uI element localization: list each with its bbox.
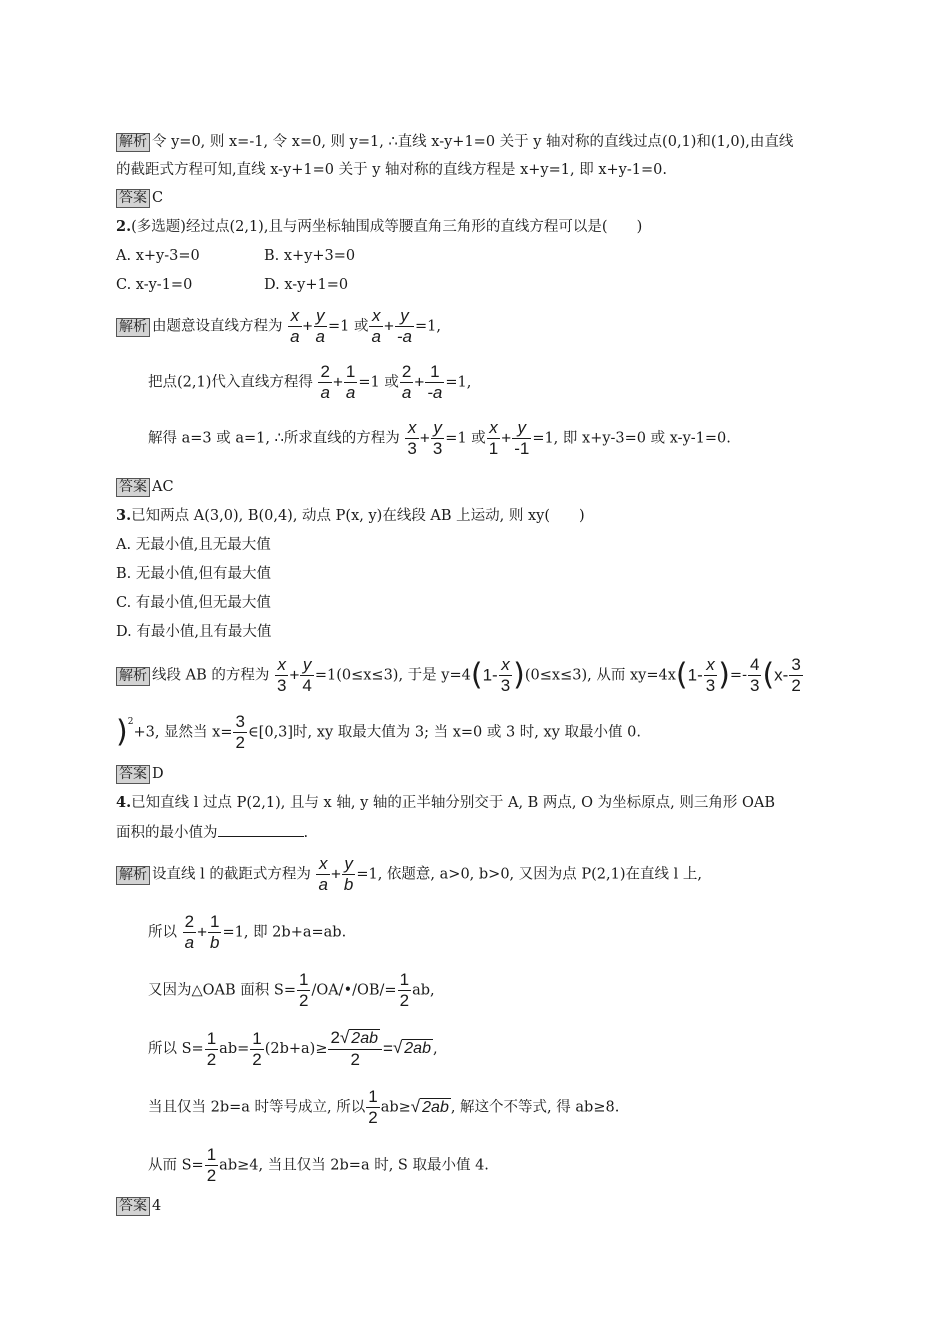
q4-a-prefix: 设直线 l 的截距式方程为 — [152, 866, 311, 883]
answer-label: 答案 — [116, 189, 150, 208]
fraction: $\frac{2}{a}$ — [401, 362, 412, 402]
q4-l2-end: =1, 即 2b+a=ab. — [222, 924, 347, 941]
fraction: $\frac{1}{2}$ — [206, 1145, 217, 1185]
fraction: $\frac{y}{3}$ — [432, 418, 443, 458]
q4-l4-a: ab= — [219, 1041, 250, 1057]
q3-option-b: B. 无最小值,但有最大值 — [116, 566, 271, 582]
fraction: $\frac{y}{b}$ — [343, 854, 354, 894]
answer-label: 答案 — [116, 478, 150, 497]
q2-a-prefix: 由题意设直线方程为 — [152, 318, 283, 335]
q4-analysis-line2: 所以 $\frac{2}{a}$ + $\frac{1}{b}$ =1, 即 2b+a=ab. — [148, 912, 347, 952]
q3-a-b: (0≤x≤3), 从而 xy=4x — [524, 667, 676, 684]
q4-analysis-line3 — [148, 970, 435, 1011]
q3-analysis-line2: )$^2$+3, 显然当 x= $\frac{3}{2}$ ∈[0,3]时, xy 取最大值为 3; 当 x=0 或 3 时, xy 取最小值 0. — [116, 712, 641, 752]
q3-option-c: C. 有最小值,但无最大值 — [116, 595, 271, 611]
q2-l2-prefix: 把点(2,1)代入直线方程得 — [148, 374, 313, 391]
q3-option-d: D. 有最小值,且有最大值 — [116, 624, 272, 640]
fraction: $\frac{x}{1}$ — [488, 418, 499, 458]
q2-analysis-line1: 解析 由题意设直线方程为 $\frac{x}{a}$ + $\frac{y}{a}$ =1 或 $\frac{x}{a}$ + $\frac{y}{-a}$ =1, — [116, 306, 441, 347]
q1-answer — [116, 188, 163, 208]
q3-stem — [116, 506, 585, 526]
q1-analysis-line2 — [116, 160, 667, 180]
fraction: $\frac{x}{3}$ — [705, 655, 716, 695]
fraction: $\frac{1}{a}$ — [345, 362, 356, 402]
fraction: $\frac{1}{2}$ — [298, 970, 309, 1010]
fraction: $\frac{2}{a}$ — [184, 912, 195, 952]
q4-a-end: =1, 依题意, a>0, b>0, 又因为点 P(2,1)在直线 l 上, — [356, 866, 702, 883]
fraction: $\frac{1}{2}$ — [206, 1028, 217, 1069]
answer-label: 答案 — [116, 1197, 150, 1216]
q2-analysis-line3: 解得 a=3 或 a=1, ∴所求直线的方程为 $\frac{x}{3}$ + $\frac{y}{3}$ =1 或 $\frac{x}{1}$ + $\frac{y}{-1}$ =1, 即 x+y-3=0 或 x-y-1=0. — [148, 418, 731, 458]
q2-option-c: C. x-y-1=0 — [116, 277, 193, 293]
q4-stem-end: . — [303, 825, 309, 841]
fraction: $\frac{y}{-1}$ — [514, 418, 530, 458]
q4-analysis-line1: 解析 设直线 l 的截距式方程为 $\frac{x}{a}$ + $\frac{y}{b}$ =1, 依题意, a>0, b>0, 又因为点 P(2,1)在直线 l 上, — [116, 854, 702, 895]
q4-l6-a: ab≥4, 当且仅当 2b=a 时, S 取最小值 4. — [219, 1157, 489, 1174]
q4-l4-prefix: 所以 S= — [148, 1041, 204, 1057]
analysis-label: 解析 — [116, 667, 150, 686]
q4-l5-a: ab≥ — [380, 1099, 411, 1116]
sqrt-expression: √ 2ab — [410, 1096, 449, 1116]
q4-stem-text1: 已知直线 l 过点 P(2,1), 且与 x 轴, y 轴的正半轴分别交于 A, B 两点, O 为坐标原点, 则三角形 OAB — [131, 795, 775, 811]
q2-option-a: A. x+y-3=0 — [116, 248, 200, 264]
fraction: $\frac{x}{a}$ — [318, 854, 328, 894]
fraction: $\frac{y}{-a}$ — [396, 306, 412, 346]
q3-l2-a: +3, 显然当 x= — [133, 724, 233, 741]
q2-answer — [116, 477, 174, 497]
q4-l3-mid: /OA/•/OB/= — [311, 982, 397, 999]
fraction: $\frac{1}{2}$ — [368, 1087, 378, 1127]
fraction: $\frac{1}{2}$ — [399, 970, 410, 1010]
q1-answer-value: C — [152, 190, 164, 206]
q2-answer-value: AC — [152, 479, 174, 495]
q4-l3-prefix: 又因为△OAB 面积 S= — [148, 982, 296, 999]
q4-analysis-line5 — [148, 1087, 619, 1128]
analysis-label: 解析 — [116, 866, 150, 885]
q4-l2-prefix: 所以 — [148, 924, 177, 941]
q4-l5-prefix: 当且仅当 2b=a 时等号成立, 所以 — [148, 1099, 366, 1116]
q2-analysis-line2: 把点(2,1)代入直线方程得 $\frac{2}{a}$ + $\frac{1}{a}$ =1 或 $\frac{2}{a}$ + $\frac{1}{-a}$ =1, — [148, 362, 472, 402]
q3-l2-b: ∈[0,3]时, xy 取最大值为 3; 当 x=0 或 3 时, xy 取最小值 0. — [247, 724, 641, 741]
q3-stem-text: 已知两点 A(3,0), B(0,4), 动点 P(x, y)在线段 AB 上运动, 则 xy( ) — [131, 508, 585, 524]
fraction: $\frac{4}{3}$ — [749, 655, 760, 695]
analysis-label: 解析 — [116, 318, 150, 337]
q4-l5-b: , 解这个不等式, 得 ab≥8. — [450, 1099, 620, 1116]
q3-answer — [116, 764, 164, 784]
q2-l2-end: =1, — [445, 374, 472, 391]
q4-number: 4. — [116, 794, 132, 811]
q3-a-prefix: 线段 AB 的方程为 — [152, 667, 270, 684]
fraction: $\frac{2√ 2ab}{2}$ — [328, 1028, 382, 1070]
q4-l6-prefix: 从而 S= — [148, 1157, 204, 1174]
q1-analysis-text1: 令 y=0, 则 x=-1, 令 x=0, 则 y=1, ∴直线 x-y+1=0 关于 y 轴对称的直线过点(0,1)和(1,0),由直线 — [152, 134, 794, 150]
q1-analysis-text2: 的截距式方程可知,直线 x-y+1=0 关于 y 轴对称的直线方程是 x+y=1, 即 x+y-1=0. — [116, 162, 667, 178]
fraction: $\frac{y}{a}$ — [315, 306, 325, 346]
q4-answer — [116, 1196, 161, 1216]
q2-stem-text: (多选题)经过点(2,1),且与两坐标轴围成等腰直角三角形的直线方程可以是( ) — [131, 219, 643, 235]
q3-analysis-line1: 解析 线段 AB 的方程为 $\frac{x}{3}$ + $\frac{y}{4}$ =1(0≤x≤3), 于是 y=4(1- $\frac{x}{3}$ )(0≤x≤3), 从而 xy=4x(1- $\frac{x}{3}$ )=- $\frac{4}{3}$ (x- $\frac{3}{2}$ — [116, 655, 804, 696]
fraction: $\frac{x}{3}$ — [500, 655, 511, 695]
q2-l3-end: =1, 即 x+y-3=0 或 x-y-1=0. — [532, 430, 731, 447]
q2-l2-mid: =1 或 — [358, 374, 399, 391]
q2-option-d: D. x-y+1=0 — [264, 277, 349, 293]
q2-stem — [116, 217, 642, 237]
sqrt-expression: √ 2ab — [392, 1038, 431, 1057]
fraction: $\frac{2}{a}$ — [320, 362, 330, 402]
q4-l3-end: ab, — [412, 982, 435, 999]
fraction: $\frac{y}{4}$ — [302, 655, 312, 695]
fraction: $\frac{x}{3}$ — [276, 655, 287, 695]
q2-number: 2. — [116, 218, 132, 235]
fraction: $\frac{1}{b}$ — [210, 912, 220, 952]
q3-sup: 2 — [127, 717, 134, 727]
fraction: $\frac{x}{3}$ — [407, 418, 417, 458]
fraction: $\frac{1}{2}$ — [252, 1028, 262, 1069]
q4-l4-b: (2b+a)≥ — [264, 1041, 328, 1057]
q2-option-b: B. x+y+3=0 — [264, 248, 356, 264]
q2-l3-mid: =1 或 — [445, 430, 486, 447]
q4-answer-value: 4 — [152, 1198, 162, 1214]
q3-answer-value: D — [152, 766, 164, 782]
q4-analysis-line6 — [148, 1145, 489, 1186]
q1-analysis-line1 — [116, 132, 793, 152]
q3-option-a: A. 无最小值,且无最大值 — [116, 537, 271, 553]
analysis-label: 解析 — [116, 133, 150, 152]
fraction: $\frac{x}{a}$ — [371, 306, 381, 346]
q4-analysis-line4: 所以 S= $\frac{1}{2}$ ab= $\frac{1}{2}$ (2b+a)≥ $\frac{2√ 2ab}{2}$ =√ 2ab , — [148, 1028, 438, 1069]
fraction: $\frac{3}{2}$ — [791, 655, 801, 695]
answer-blank[interactable] — [218, 822, 304, 837]
fraction: $\frac{x}{a}$ — [290, 306, 300, 346]
q2-l3-prefix: 解得 a=3 或 a=1, ∴所求直线的方程为 — [148, 430, 400, 447]
q3-number: 3. — [116, 507, 132, 524]
q2-a-end: =1, — [415, 318, 441, 335]
fraction: $\frac{3}{2}$ — [235, 712, 245, 752]
q4-stem-line1 — [116, 793, 775, 813]
q3-a-c: =- — [729, 667, 747, 684]
q4-stem-line2 — [116, 822, 308, 843]
q4-stem-text2: 面积的最小值为 — [116, 825, 218, 841]
answer-label: 答案 — [116, 765, 150, 784]
q2-a-mid: =1 或 — [327, 318, 369, 335]
q3-a-a: =1(0≤x≤3), 于是 y=4 — [314, 667, 471, 684]
fraction: $\frac{1}{-a}$ — [427, 362, 443, 402]
